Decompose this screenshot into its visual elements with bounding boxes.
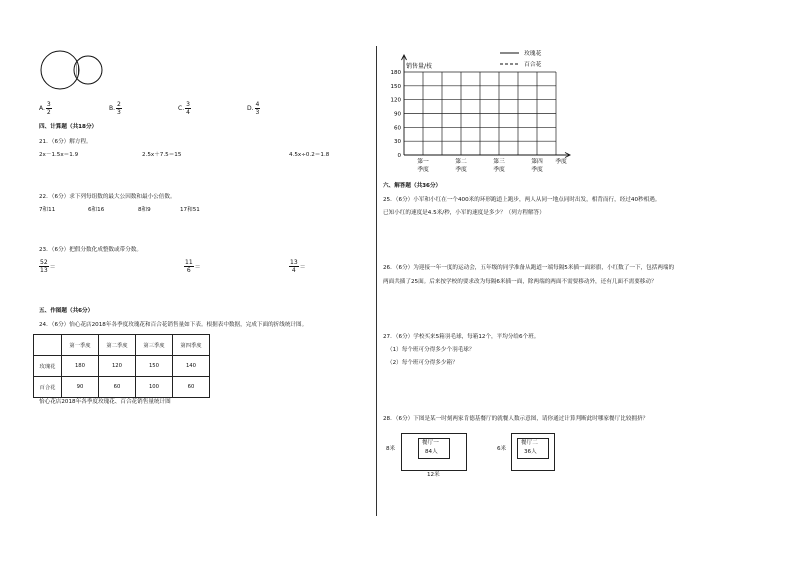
q22-pair-1: 7和11 — [39, 207, 56, 213]
table-cell: 90 — [62, 377, 99, 398]
table-corner — [34, 335, 62, 356]
q23-frac-2: 11 6 ＝ — [185, 259, 201, 274]
q27-sub-2: （2）每个班可分得多少箱？ — [387, 360, 458, 366]
q23-title: 23．（6分）把假分数化成整数或带分数。 — [39, 247, 142, 253]
r1-height-label: 8米 — [386, 446, 396, 452]
table-cell: 60 — [99, 377, 136, 398]
row-label: 玫瑰花 — [34, 356, 62, 377]
x-axis-label: 季度 — [555, 159, 567, 165]
x-tick-label-top: 第二 — [455, 159, 467, 165]
q26-line-2: 两面共插了25面。后来按学校的要求改为每隔6米插一面，除两端的两面不需要移动外，还有几面不需要移动？ — [383, 279, 657, 285]
q21-eq-2: 2.5x＋7.5＝15 — [142, 152, 182, 158]
x-tick-label-bottom: 季度 — [531, 167, 543, 173]
legend-label: 玫瑰花 — [524, 51, 542, 57]
table-header: 第二季度 — [99, 335, 136, 356]
option-c: C. 3 4 — [178, 101, 190, 116]
q21-title: 21．（6分）解方程。 — [39, 139, 92, 145]
option-b: B. 2 3 — [109, 101, 121, 116]
y-tick-label: 180 — [390, 70, 401, 76]
r2-count: 36人 — [524, 449, 537, 455]
r2-name: 餐厅二 — [521, 440, 538, 446]
column-divider — [376, 46, 377, 516]
option-d: D. 4 3 — [247, 101, 260, 116]
x-tick-label-top: 第一 — [417, 159, 429, 165]
q24-title: 24．（6分）怡心花店2018年各季度玫瑰花和百合花销售量如下表。根据表中数据，完成下面的折线统计图。 — [39, 322, 308, 328]
r1-name: 餐厅一 — [422, 440, 439, 446]
table-row — [34, 377, 210, 398]
y-tick-label: 30 — [394, 139, 401, 146]
sales-table — [33, 334, 210, 398]
q27-title: 27．（6分）学校买来5箱羽毛球，每箱12个，平均分给6个班。 — [383, 334, 540, 340]
table-cell: 120 — [99, 356, 136, 377]
x-tick-label-bottom: 季度 — [455, 167, 467, 173]
q21-eq-3: 4.5x÷0.2＝1.8 — [289, 152, 330, 158]
chart-caption: 怡心花店2018年各季度玫瑰花、百合花销售量统计图 — [39, 399, 171, 405]
q22-pair-4: 17和51 — [180, 207, 200, 213]
section-6-title: 六、解答题（共36分） — [383, 183, 442, 189]
q27-sub-1: （1）每个班可分得多少个羽毛球？ — [387, 347, 475, 353]
q23-frac-1: 52 13 ＝ — [40, 259, 56, 274]
q22-title: 22．（6分）求下列每组数的最大公因数和最小公倍数。 — [39, 194, 176, 200]
table-header: 第一季度 — [62, 335, 99, 356]
line-chart-grid — [380, 48, 580, 180]
q25-line-1: 25．（6分）小军和小红在一个400米的环形跑道上跑步，两人从同一地点同时出发，相背而行，经过40秒相遇。 — [383, 197, 661, 203]
x-tick-label-top: 第三 — [493, 159, 505, 165]
table-header-row — [34, 335, 210, 356]
r2-height-label: 6米 — [497, 446, 507, 452]
y-tick-label: 150 — [390, 83, 401, 90]
y-tick-label: 120 — [390, 97, 401, 104]
table-header: 第四季度 — [173, 335, 210, 356]
q25-line-2: 已知小红的速度是4.5米/秒，小军的速度是多少？（列方程解答） — [383, 210, 545, 216]
q26-line-1: 26．（6分）为迎接一年一度的运动会，五年级的同学准备从跑道一端每隔5米插一面彩旗，小红数了一下，包括两端的 — [383, 265, 675, 271]
y-tick-label: 90 — [394, 111, 401, 118]
x-tick-label-bottom: 季度 — [493, 167, 505, 173]
table-cell: 150 — [136, 356, 173, 377]
y-axis-label: 销售量/枝 — [406, 63, 433, 70]
x-tick-label-top: 第四 — [531, 159, 543, 165]
table-cell: 100 — [136, 377, 173, 398]
y-tick-label: 60 — [394, 125, 401, 132]
option-a: A. 3 2 — [39, 101, 51, 116]
table-cell: 180 — [62, 356, 99, 377]
q23-frac-3: 13 4 ＝ — [290, 259, 306, 274]
table-cell: 140 — [173, 356, 210, 377]
q22-pair-3: 8和9 — [138, 207, 151, 213]
r1-count: 84人 — [425, 449, 438, 455]
table-header: 第三季度 — [136, 335, 173, 356]
legend-label: 百合花 — [524, 62, 542, 68]
row-label: 百合花 — [34, 377, 62, 398]
venn-diagram — [38, 49, 110, 91]
section-5-title: 五、作图题（共6分） — [39, 308, 94, 314]
r1-width-label: 12米 — [427, 472, 440, 478]
table-row — [34, 356, 210, 377]
section-4-title: 四、计算题（共18分） — [39, 124, 98, 130]
q22-pair-2: 6和16 — [88, 207, 105, 213]
x-tick-label-bottom: 季度 — [417, 167, 429, 173]
q28-title: 28．（6分）下图是某一时刻两家肯德基餐厅的就餐人数示意图，请你通过计算判断此时哪家餐厅比较拥挤？ — [383, 416, 649, 422]
y-tick-label: 0 — [397, 153, 401, 159]
table-cell: 60 — [173, 377, 210, 398]
q21-eq-1: 2x－1.5x＝1.9 — [39, 152, 79, 158]
